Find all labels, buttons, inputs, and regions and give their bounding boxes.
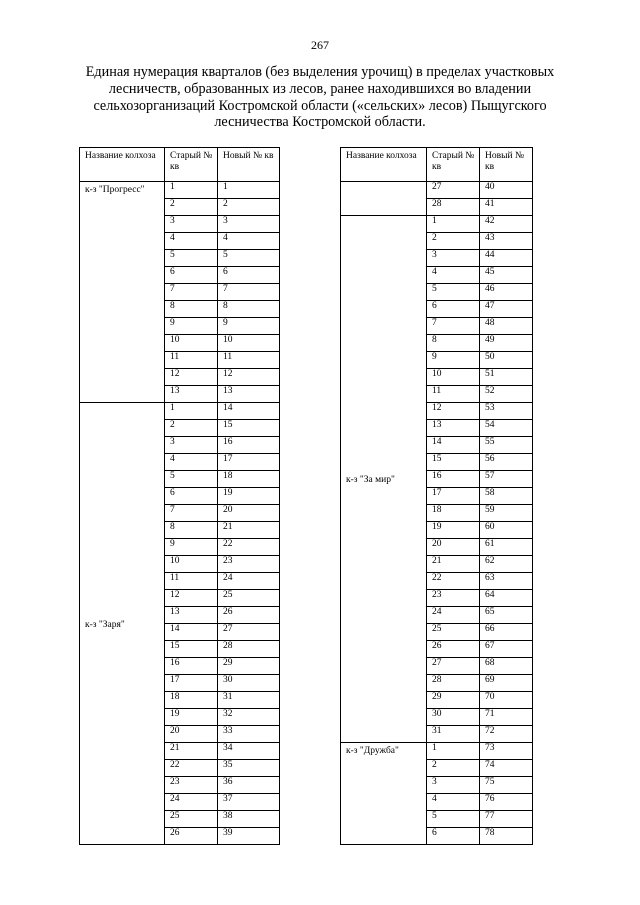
old-quarter-cell: 18 bbox=[165, 692, 218, 709]
old-quarter-cell: 20 bbox=[165, 726, 218, 743]
table-row bbox=[80, 403, 280, 420]
new-quarter-cell: 16 bbox=[218, 437, 280, 454]
new-quarter-cell: 60 bbox=[480, 522, 533, 539]
left-table-body bbox=[80, 148, 280, 845]
new-quarter-cell: 44 bbox=[480, 250, 533, 267]
header-old-quarter: Старый № кв bbox=[165, 148, 218, 182]
table-row bbox=[341, 182, 533, 199]
old-quarter-cell: 30 bbox=[427, 709, 480, 726]
new-quarter-cell: 39 bbox=[218, 828, 280, 845]
new-quarter-cell: 17 bbox=[218, 454, 280, 471]
old-quarter-cell: 19 bbox=[165, 709, 218, 726]
old-quarter-cell: 20 bbox=[427, 539, 480, 556]
kolkhoz-name-cell: к-з "Прогресс" bbox=[80, 182, 165, 403]
new-quarter-cell: 30 bbox=[218, 675, 280, 692]
new-quarter-cell: 52 bbox=[480, 386, 533, 403]
new-quarter-cell: 15 bbox=[218, 420, 280, 437]
old-quarter-cell: 9 bbox=[427, 352, 480, 369]
old-quarter-cell: 21 bbox=[427, 556, 480, 573]
old-quarter-cell: 8 bbox=[165, 301, 218, 318]
old-quarter-cell: 4 bbox=[427, 794, 480, 811]
new-quarter-cell: 10 bbox=[218, 335, 280, 352]
old-quarter-cell: 25 bbox=[427, 624, 480, 641]
old-quarter-cell: 13 bbox=[427, 420, 480, 437]
old-quarter-cell: 6 bbox=[427, 828, 480, 845]
old-quarter-cell: 4 bbox=[427, 267, 480, 284]
old-quarter-cell: 5 bbox=[165, 250, 218, 267]
new-quarter-cell: 35 bbox=[218, 760, 280, 777]
new-quarter-cell: 51 bbox=[480, 369, 533, 386]
new-quarter-cell: 36 bbox=[218, 777, 280, 794]
new-quarter-cell: 70 bbox=[480, 692, 533, 709]
old-quarter-cell: 1 bbox=[165, 182, 218, 199]
new-quarter-cell: 29 bbox=[218, 658, 280, 675]
old-quarter-cell: 21 bbox=[165, 743, 218, 760]
old-quarter-cell: 9 bbox=[165, 318, 218, 335]
old-quarter-cell: 3 bbox=[427, 250, 480, 267]
old-quarter-cell: 10 bbox=[165, 335, 218, 352]
old-quarter-cell: 19 bbox=[427, 522, 480, 539]
old-quarter-cell: 27 bbox=[427, 182, 480, 199]
old-quarter-cell: 9 bbox=[165, 539, 218, 556]
old-quarter-cell: 4 bbox=[165, 233, 218, 250]
new-quarter-cell: 21 bbox=[218, 522, 280, 539]
new-quarter-cell: 13 bbox=[218, 386, 280, 403]
new-quarter-cell: 33 bbox=[218, 726, 280, 743]
old-quarter-cell: 10 bbox=[427, 369, 480, 386]
left-quarters-table bbox=[79, 147, 280, 845]
old-quarter-cell: 2 bbox=[165, 199, 218, 216]
new-quarter-cell: 47 bbox=[480, 301, 533, 318]
new-quarter-cell: 77 bbox=[480, 811, 533, 828]
new-quarter-cell: 6 bbox=[218, 267, 280, 284]
document-title: Единая нумерация кварталов (без выделения урочищ) в пределах участковых лесничеств, образованных из лесов, ранее находившихся во владении сельхозорганизаций Костромской области («сельских» лесов) Пыщугского лесничества Костромской области. bbox=[85, 64, 555, 131]
old-quarter-cell: 16 bbox=[427, 471, 480, 488]
header-new-quarter: Новый № кв bbox=[480, 148, 533, 182]
new-quarter-cell: 62 bbox=[480, 556, 533, 573]
old-quarter-cell: 11 bbox=[427, 386, 480, 403]
old-quarter-cell: 3 bbox=[165, 437, 218, 454]
old-quarter-cell: 23 bbox=[165, 777, 218, 794]
kolkhoz-name-cell: к-з "Заря" bbox=[80, 403, 165, 845]
header-row bbox=[80, 148, 280, 182]
old-quarter-cell: 11 bbox=[165, 573, 218, 590]
new-quarter-cell: 57 bbox=[480, 471, 533, 488]
old-quarter-cell: 1 bbox=[427, 743, 480, 760]
old-quarter-cell: 3 bbox=[427, 777, 480, 794]
old-quarter-cell: 12 bbox=[427, 403, 480, 420]
new-quarter-cell: 69 bbox=[480, 675, 533, 692]
new-quarter-cell: 67 bbox=[480, 641, 533, 658]
right-quarters-table bbox=[340, 147, 533, 845]
new-quarter-cell: 14 bbox=[218, 403, 280, 420]
old-quarter-cell: 27 bbox=[427, 658, 480, 675]
old-quarter-cell: 26 bbox=[165, 828, 218, 845]
header-new-quarter: Новый № кв bbox=[218, 148, 280, 182]
new-quarter-cell: 78 bbox=[480, 828, 533, 845]
new-quarter-cell: 28 bbox=[218, 641, 280, 658]
new-quarter-cell: 38 bbox=[218, 811, 280, 828]
kolkhoz-name-cell bbox=[341, 182, 427, 216]
new-quarter-cell: 26 bbox=[218, 607, 280, 624]
new-quarter-cell: 23 bbox=[218, 556, 280, 573]
new-quarter-cell: 4 bbox=[218, 233, 280, 250]
old-quarter-cell: 5 bbox=[427, 811, 480, 828]
new-quarter-cell: 24 bbox=[218, 573, 280, 590]
new-quarter-cell: 25 bbox=[218, 590, 280, 607]
old-quarter-cell: 1 bbox=[165, 403, 218, 420]
old-quarter-cell: 11 bbox=[165, 352, 218, 369]
old-quarter-cell: 6 bbox=[165, 267, 218, 284]
new-quarter-cell: 37 bbox=[218, 794, 280, 811]
right-table-body bbox=[341, 148, 533, 845]
old-quarter-cell: 23 bbox=[427, 590, 480, 607]
new-quarter-cell: 20 bbox=[218, 505, 280, 522]
new-quarter-cell: 7 bbox=[218, 284, 280, 301]
old-quarter-cell: 12 bbox=[165, 369, 218, 386]
old-quarter-cell: 29 bbox=[427, 692, 480, 709]
header-row bbox=[341, 148, 533, 182]
table-row bbox=[341, 743, 533, 760]
new-quarter-cell: 55 bbox=[480, 437, 533, 454]
header-kolkhoz-name: Название колхоза bbox=[341, 148, 427, 182]
new-quarter-cell: 42 bbox=[480, 216, 533, 233]
new-quarter-cell: 59 bbox=[480, 505, 533, 522]
old-quarter-cell: 15 bbox=[427, 454, 480, 471]
new-quarter-cell: 48 bbox=[480, 318, 533, 335]
old-quarter-cell: 2 bbox=[427, 760, 480, 777]
kolkhoz-name-cell: к-з "За мир" bbox=[341, 216, 427, 743]
old-quarter-cell: 22 bbox=[427, 573, 480, 590]
new-quarter-cell: 34 bbox=[218, 743, 280, 760]
old-quarter-cell: 7 bbox=[427, 318, 480, 335]
new-quarter-cell: 40 bbox=[480, 182, 533, 199]
new-quarter-cell: 11 bbox=[218, 352, 280, 369]
new-quarter-cell: 74 bbox=[480, 760, 533, 777]
new-quarter-cell: 45 bbox=[480, 267, 533, 284]
new-quarter-cell: 66 bbox=[480, 624, 533, 641]
new-quarter-cell: 54 bbox=[480, 420, 533, 437]
new-quarter-cell: 49 bbox=[480, 335, 533, 352]
header-kolkhoz-name: Название колхоза bbox=[80, 148, 165, 182]
new-quarter-cell: 8 bbox=[218, 301, 280, 318]
new-quarter-cell: 53 bbox=[480, 403, 533, 420]
new-quarter-cell: 63 bbox=[480, 573, 533, 590]
new-quarter-cell: 61 bbox=[480, 539, 533, 556]
old-quarter-cell: 13 bbox=[165, 386, 218, 403]
old-quarter-cell: 6 bbox=[165, 488, 218, 505]
old-quarter-cell: 5 bbox=[165, 471, 218, 488]
old-quarter-cell: 6 bbox=[427, 301, 480, 318]
old-quarter-cell: 7 bbox=[165, 505, 218, 522]
old-quarter-cell: 14 bbox=[427, 437, 480, 454]
new-quarter-cell: 76 bbox=[480, 794, 533, 811]
new-quarter-cell: 43 bbox=[480, 233, 533, 250]
old-quarter-cell: 17 bbox=[165, 675, 218, 692]
new-quarter-cell: 31 bbox=[218, 692, 280, 709]
header-old-quarter: Старый № кв bbox=[427, 148, 480, 182]
old-quarter-cell: 8 bbox=[427, 335, 480, 352]
old-quarter-cell: 10 bbox=[165, 556, 218, 573]
old-quarter-cell: 26 bbox=[427, 641, 480, 658]
new-quarter-cell: 56 bbox=[480, 454, 533, 471]
new-quarter-cell: 1 bbox=[218, 182, 280, 199]
old-quarter-cell: 31 bbox=[427, 726, 480, 743]
new-quarter-cell: 2 bbox=[218, 199, 280, 216]
old-quarter-cell: 4 bbox=[165, 454, 218, 471]
new-quarter-cell: 50 bbox=[480, 352, 533, 369]
old-quarter-cell: 25 bbox=[165, 811, 218, 828]
new-quarter-cell: 41 bbox=[480, 199, 533, 216]
old-quarter-cell: 12 bbox=[165, 590, 218, 607]
old-quarter-cell: 2 bbox=[165, 420, 218, 437]
old-quarter-cell: 15 bbox=[165, 641, 218, 658]
new-quarter-cell: 5 bbox=[218, 250, 280, 267]
old-quarter-cell: 13 bbox=[165, 607, 218, 624]
new-quarter-cell: 19 bbox=[218, 488, 280, 505]
new-quarter-cell: 68 bbox=[480, 658, 533, 675]
old-quarter-cell: 2 bbox=[427, 233, 480, 250]
old-quarter-cell: 18 bbox=[427, 505, 480, 522]
old-quarter-cell: 17 bbox=[427, 488, 480, 505]
old-quarter-cell: 16 bbox=[165, 658, 218, 675]
new-quarter-cell: 46 bbox=[480, 284, 533, 301]
new-quarter-cell: 9 bbox=[218, 318, 280, 335]
old-quarter-cell: 24 bbox=[427, 607, 480, 624]
new-quarter-cell: 3 bbox=[218, 216, 280, 233]
old-quarter-cell: 24 bbox=[165, 794, 218, 811]
old-quarter-cell: 28 bbox=[427, 199, 480, 216]
old-quarter-cell: 1 bbox=[427, 216, 480, 233]
new-quarter-cell: 73 bbox=[480, 743, 533, 760]
new-quarter-cell: 64 bbox=[480, 590, 533, 607]
old-quarter-cell: 22 bbox=[165, 760, 218, 777]
page-number: 267 bbox=[311, 38, 329, 52]
new-quarter-cell: 71 bbox=[480, 709, 533, 726]
new-quarter-cell: 22 bbox=[218, 539, 280, 556]
old-quarter-cell: 7 bbox=[165, 284, 218, 301]
new-quarter-cell: 75 bbox=[480, 777, 533, 794]
new-quarter-cell: 32 bbox=[218, 709, 280, 726]
new-quarter-cell: 65 bbox=[480, 607, 533, 624]
new-quarter-cell: 72 bbox=[480, 726, 533, 743]
kolkhoz-name-cell: к-з "Дружба" bbox=[341, 743, 427, 845]
table-row bbox=[80, 182, 280, 199]
old-quarter-cell: 28 bbox=[427, 675, 480, 692]
table-row bbox=[341, 216, 533, 233]
new-quarter-cell: 12 bbox=[218, 369, 280, 386]
old-quarter-cell: 3 bbox=[165, 216, 218, 233]
new-quarter-cell: 18 bbox=[218, 471, 280, 488]
old-quarter-cell: 5 bbox=[427, 284, 480, 301]
new-quarter-cell: 27 bbox=[218, 624, 280, 641]
new-quarter-cell: 58 bbox=[480, 488, 533, 505]
old-quarter-cell: 8 bbox=[165, 522, 218, 539]
old-quarter-cell: 14 bbox=[165, 624, 218, 641]
